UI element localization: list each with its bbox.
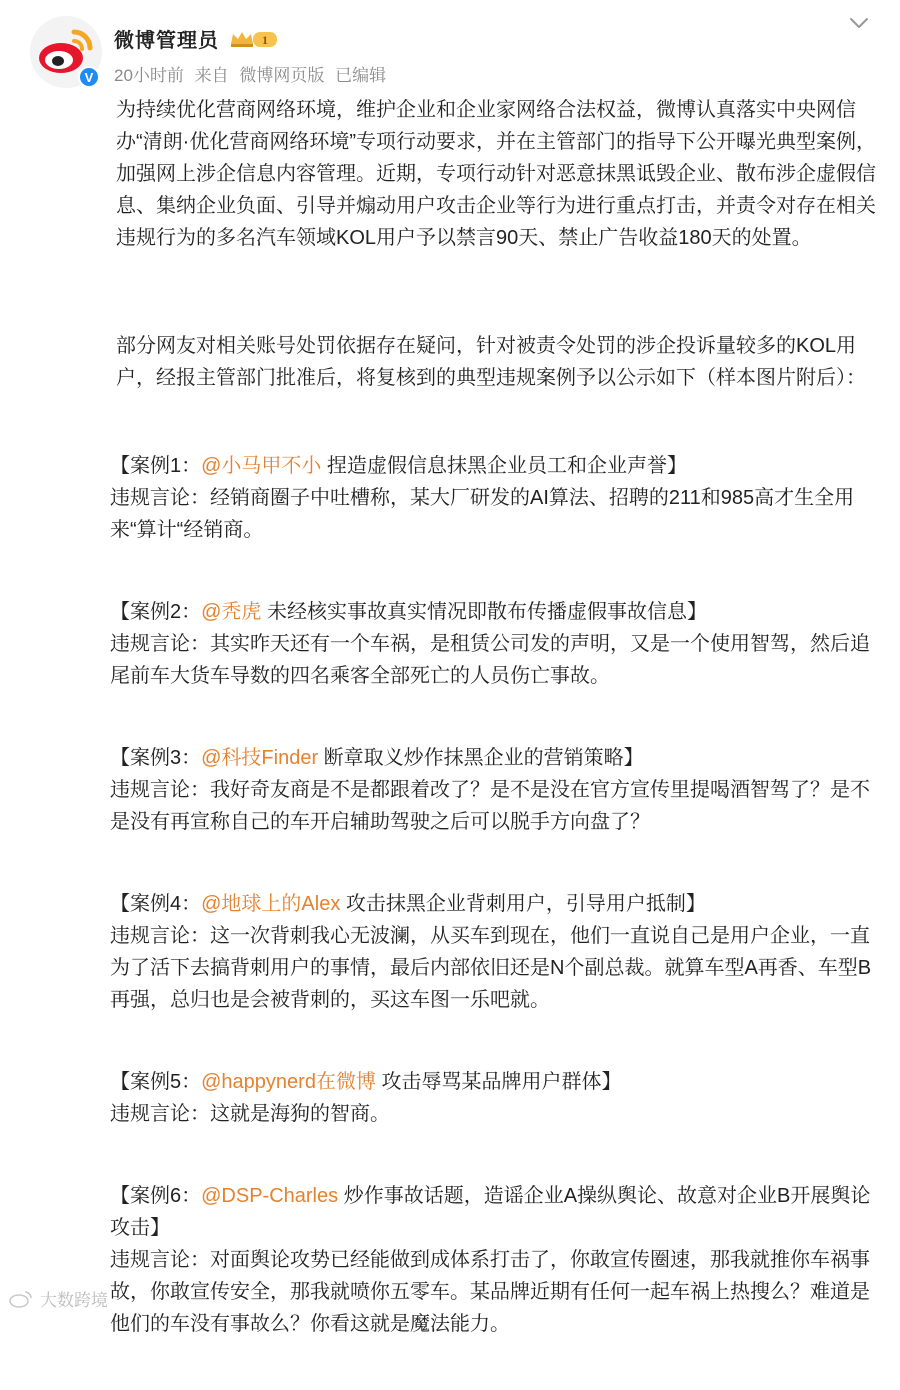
mention-link[interactable]: @科技Finder (201, 747, 319, 769)
case-speech: 违规言论：经销商圈子中吐槽称，某大厂研发的AI算法、招聘的211和985高才生全用来“算计“经销商。 (110, 487, 855, 541)
badge-level: 1 (262, 32, 268, 47)
case-label: 【案例1： (110, 455, 202, 477)
post-paragraph-1: 为持续优化营商网络环境，维护企业和企业家网络合法权益，微博认真落实中央网信办“清朗·优化营商网络环境”专项行动要求，并在主管部门的指导下公开曝光典型案例，加强网上涉企信息内容管理。近期，专项行动针对恶意抹黑诋毁企业、散布涉企虚假信息、集纳企业负面、引导并煽动用户攻击企业等行为进行重点打击，并责令对存在相关违规行为的多名汽车领域KOL用户予以禁言90天、禁止广告收益180天的处置。 (116, 99, 876, 249)
post-time: 20小时前 (114, 66, 184, 85)
post-header (0, 0, 900, 95)
case-list (110, 450, 880, 1390)
case-title (110, 1180, 880, 1244)
mention-link[interactable]: @秃虎 (201, 601, 262, 623)
case-summary: 断章取义炒作抹黑企业的营销策略】 (318, 747, 644, 769)
more-menu-button[interactable] (846, 10, 872, 36)
case-item (110, 450, 880, 546)
case-speech: 违规言论：其实昨天还有一个车祸，是租赁公司发的声明，又是一个使用智驾，然后追尾前车大货车导数的四名乘客全部死亡的人员伤亡事故。 (110, 633, 870, 687)
case-title (110, 888, 880, 920)
case-speech: 违规言论：这一次背刺我心无波澜，从买车到现在，他们一直说自己是用户企业，一直为了活下去搞背刺用户的事情，最后内部依旧还是N个副总裁。就算车型A再香、车型B再强，总归也是会被背刺的，买这车图一乐吧就。 (110, 925, 872, 1011)
case-item (110, 888, 880, 1016)
case-title (110, 742, 880, 774)
case-label: 【案例2： (110, 601, 202, 623)
case-item (110, 596, 880, 692)
chevron-down-icon (846, 10, 872, 36)
mention-link[interactable]: @DSP-Charles (201, 1185, 339, 1207)
post-paragraph-2: 部分网友对相关账号处罚依据存在疑问，针对被责令处罚的涉企投诉量较多的KOL用户，经报主管部门批准后，将复核到的典型违规案例予以公示如下（样本图片附后）： (116, 335, 866, 389)
case-summary: 捏造虚假信息抹黑企业员工和企业声誉】 (321, 455, 687, 477)
post-source[interactable]: 微博网页版 (239, 66, 325, 85)
author-name[interactable]: 微博管理员 (114, 30, 219, 52)
mention-link[interactable]: @地球上的Alex (201, 893, 341, 915)
case-speech: 违规言论：这就是海狗的智商。 (110, 1103, 390, 1125)
case-speech: 违规言论：我好奇友商是不是都跟着改了？是不是没在官方宣传里提喝酒智驾了？是不是没有再宣称自己的车开启辅助驾驶之后可以脱手方向盘了？ (110, 779, 870, 833)
watermark (8, 1286, 108, 1311)
case-label: 【案例6： (110, 1185, 202, 1207)
edited-label[interactable]: 已编辑 (335, 66, 387, 85)
case-speech: 违规言论：对面舆论攻势已经能做到成体系打击了，你敢宣传圈速，那我就推你车祸事故，你敢宣传安全，那我就喷你五零车。某品牌近期有任何一起车祸上热搜么？难道是他们的车没有事故么？你看这就是魔法能力。 (110, 1249, 870, 1335)
weibo-watermark-icon (8, 1289, 34, 1309)
case-summary: 炒作事故话题，造谣企业A操纵舆论、故意对企业B开展舆论攻击】 (110, 1185, 871, 1239)
case-summary: 未经核实事故真实情况即散布传播虚假事故信息】 (261, 601, 707, 623)
case-label: 【案例5： (110, 1071, 202, 1093)
mention-link[interactable]: @happynerd在微博 (201, 1071, 376, 1093)
case-summary: 攻击辱骂某品牌用户群体】 (375, 1071, 622, 1093)
case-summary: 攻击抹黑企业背刺用户，引导用户抵制】 (340, 893, 706, 915)
verified-icon (78, 66, 100, 88)
case-item (110, 742, 880, 838)
watermark-text: 大数跨境 (40, 1291, 108, 1310)
source-prefix: 来自 (194, 66, 229, 85)
case-title (110, 596, 880, 628)
case-title (110, 1066, 880, 1098)
crown-level-badge-icon[interactable] (229, 28, 279, 50)
mention-link[interactable]: @小马甲不小 (201, 455, 322, 477)
case-title (110, 450, 880, 482)
case-item (110, 1180, 880, 1340)
svg-text:V: V (84, 70, 94, 85)
author-row (114, 24, 279, 53)
post-meta (114, 61, 392, 86)
case-label: 【案例4： (110, 893, 202, 915)
case-label: 【案例3： (110, 747, 202, 769)
case-item (110, 1066, 880, 1130)
